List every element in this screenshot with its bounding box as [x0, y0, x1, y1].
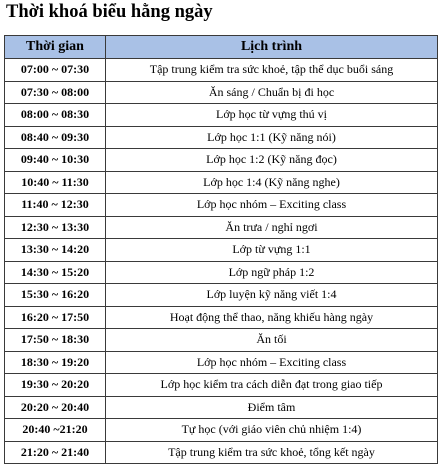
- time-cell: 11:40 ~ 12:30: [5, 194, 106, 217]
- activity-cell: Lớp từ vựng 1:1: [106, 239, 438, 262]
- time-cell: 13:30 ~ 14:20: [5, 239, 106, 262]
- table-row: [5, 126, 438, 149]
- table-row: [5, 261, 438, 284]
- table-row: [5, 216, 438, 239]
- time-cell: 16:20 ~ 17:50: [5, 306, 106, 329]
- table-row: [5, 104, 438, 127]
- time-cell: 09:40 ~ 10:30: [5, 149, 106, 172]
- activity-cell: Lớp luyện kỹ năng viết 1:4: [106, 284, 438, 307]
- time-cell: 08:40 ~ 09:30: [5, 126, 106, 149]
- time-cell: 08:00 ~ 08:30: [5, 104, 106, 127]
- schedule-table: [4, 35, 438, 464]
- table-row: [5, 329, 438, 352]
- time-cell: 21:20 ~ 21:40: [5, 441, 106, 464]
- header-schedule: Lịch trình: [106, 36, 438, 59]
- table-header-row: [5, 36, 438, 59]
- activity-cell: Lớp học 1:2 (Kỹ năng đọc): [106, 149, 438, 172]
- activity-cell: Lớp học từ vựng thú vị: [106, 104, 438, 127]
- table-row: [5, 441, 438, 464]
- activity-cell: Tập trung kiểm tra sức khoẻ, tổng kết ngày: [106, 441, 438, 464]
- activity-cell: Ăn trưa / nghỉ ngơi: [106, 216, 438, 239]
- table-row: [5, 149, 438, 172]
- activity-cell: Lớp học 1:4 (Kỹ năng nghe): [106, 171, 438, 194]
- time-cell: 20:40 ~21:20: [5, 419, 106, 442]
- table-row: [5, 419, 438, 442]
- time-cell: 12:30 ~ 13:30: [5, 216, 106, 239]
- time-cell: 14:30 ~ 15:20: [5, 261, 106, 284]
- table-row: [5, 59, 438, 82]
- header-time: Thời gian: [5, 36, 106, 59]
- time-cell: 17:50 ~ 18:30: [5, 329, 106, 352]
- table-row: [5, 194, 438, 217]
- table-row: [5, 351, 438, 374]
- time-cell: 20:20 ~ 20:40: [5, 396, 106, 419]
- activity-cell: Ăn sáng / Chuẩn bị đi học: [106, 81, 438, 104]
- time-cell: 07:30 ~ 08:00: [5, 81, 106, 104]
- time-cell: 10:40 ~ 11:30: [5, 171, 106, 194]
- table-row: [5, 284, 438, 307]
- activity-cell: Lớp ngữ pháp 1:2: [106, 261, 438, 284]
- table-row: [5, 396, 438, 419]
- table-row: [5, 374, 438, 397]
- table-row: [5, 306, 438, 329]
- page-title: Thời khoá biểu hằng ngày: [6, 2, 213, 22]
- activity-cell: Ăn tối: [106, 329, 438, 352]
- time-cell: 18:30 ~ 19:20: [5, 351, 106, 374]
- activity-cell: Lớp học 1:1 (Kỹ năng nói): [106, 126, 438, 149]
- activity-cell: Hoạt động thể thao, năng khiếu hàng ngày: [106, 306, 438, 329]
- activity-cell: Lớp học kiểm tra cách diễn đạt trong giao tiếp: [106, 374, 438, 397]
- activity-cell: Điểm tâm: [106, 396, 438, 419]
- activity-cell: Lớp học nhóm – Exciting class: [106, 351, 438, 374]
- time-cell: 19:30 ~ 20:20: [5, 374, 106, 397]
- table-row: [5, 239, 438, 262]
- table-row: [5, 171, 438, 194]
- activity-cell: Lớp học nhóm – Exciting class: [106, 194, 438, 217]
- table-row: [5, 81, 438, 104]
- time-cell: 07:00 ~ 07:30: [5, 59, 106, 82]
- time-cell: 15:30 ~ 16:20: [5, 284, 106, 307]
- activity-cell: Tự học (với giáo viên chủ nhiệm 1:4): [106, 419, 438, 442]
- activity-cell: Tập trung kiểm tra sức khoẻ, tập thể dục buổi sáng: [106, 59, 438, 82]
